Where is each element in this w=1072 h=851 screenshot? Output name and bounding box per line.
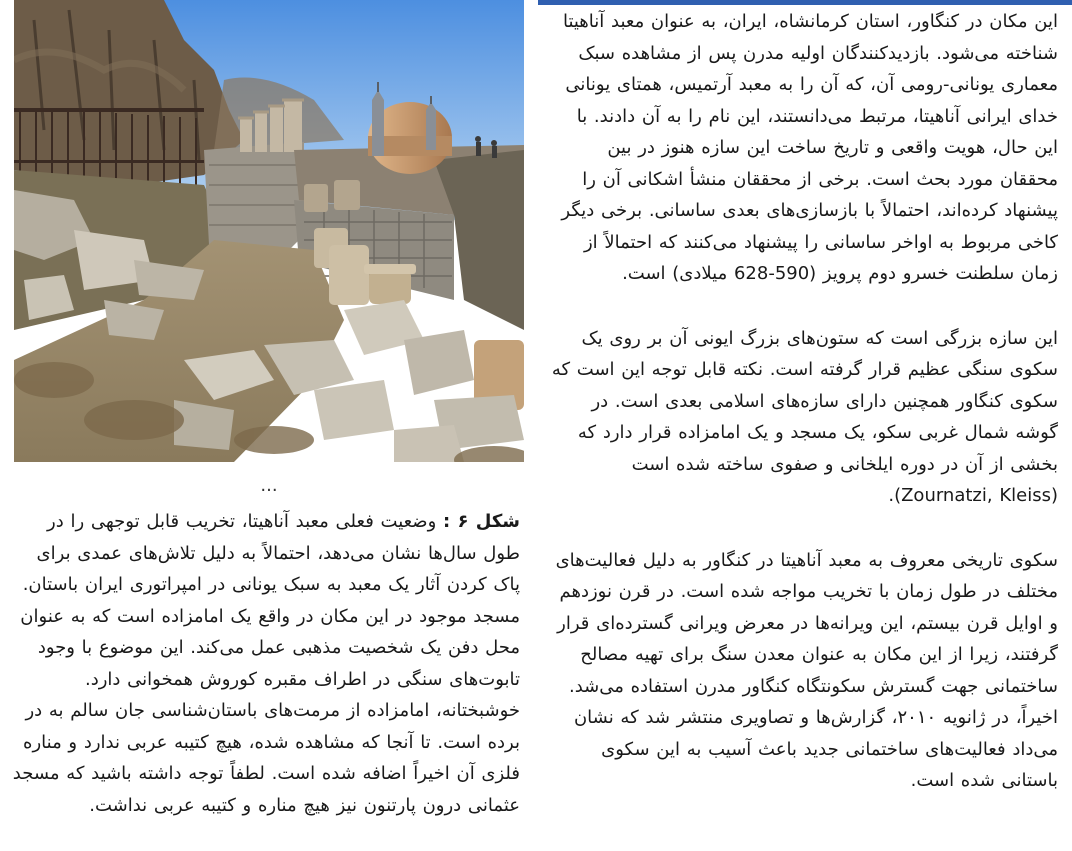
paragraph-structure: این سازه بزرگی است که ستون‌های بزرگ ایونی آن بر روی یک سکوی سنگی عظیم قرار گرفته است. نکته قابل توجه این است که سکوی کنگاور همچنین دارای سازه‌های اسلامی بعدی است. در گوشه شمال غربی سکو، یک مسجد و یک امامزاده قرار دارد که بخشی از آن در دوره ایلخانی و صفوی ساخته شده است (Zournatzi, Kleiss). <box>551 327 1058 506</box>
stone-platform-wall <box>204 142 304 250</box>
article-text-column <box>550 6 1058 797</box>
paragraph-history: این مکان در کنگاور، استان کرمانشاه، ایران، به عنوان معبد آناهیتا شناخته می‌شود. بازدیدکنندگان اولیه مدرن پس از مشاهده سبک معماری یونانی-رومی آن، که آن را به معبد آرتمیس، همتای یونانی خدای ایرانی آناهیتا، مرتبط می‌دانستند، این نام را به آن دادند. با این حال، هویت واقعی و تاریخ ساخت این سازه هنوز در بین محققان مورد بحث است. برخی از محققان منشأ اشکانی آن را پیشنهاد کرده‌اند، احتمالاً با بازسازی‌های بعدی ساسانی. برخی دیگر کاخی مربوط به اواخر ساسانی را پیشنهاد می‌کنند که احتمالاً از زمان سلطنت خسرو دوم پرویز (590-628 میلادی) است. <box>561 11 1058 284</box>
top-accent-bar <box>538 0 1072 5</box>
figure-label: شکل ۶ : <box>443 511 520 532</box>
figure-caption <box>12 506 520 821</box>
anahita-temple-photo <box>14 0 524 462</box>
paragraph-destruction: سکوی تاریخی معروف به معبد آناهیتا در کنگاور به دلیل فعالیت‌های مختلف در طول زمان با تخریب مواجه شده است. در قرن نوزدهم و اوایل قرن بیستم، این ویرانه‌ها در معرض ویرانی گسترده‌ای قرار گرفتند، زیرا از این مکان به عنوان معدن سنگ برای تهیه مصالح ساختمانی جهت گسترش سکونتگاه کنگاور مدرن استفاده می‌شد. اخیراً، در ژانویه ۲۰۱۰، گزارش‌ها و تصاویری منتشر شد که نشان می‌داد فعالیت‌های ساختمانی جدید باعث آسیب به این سکوی باستانی شده است. <box>555 549 1058 791</box>
minaret-right <box>426 102 436 150</box>
minaret-left <box>372 90 384 156</box>
figure-caption-text: وضعیت فعلی معبد آناهیتا، تخریب قابل توجهی را در طول سال‌ها نشان می‌دهد، احتمالاً به دلیل تلاش‌های عمدی برای پاک کردن آثار یک معبد به سبک یونانی در امپراتوری ایران باستان. مسجد موجود در این مکان در واقع یک امامزاده است که به عنوان محل دفن یک شخصیت مذهبی عمل می‌کند. این موضوع با وجود تابوت‌های سنگی در اطراف مقبره کوروش همخوانی دارد. خوشبختانه، امامزاده از مرمت‌های باستان‌شناسی جان سالم به در برده است. تا آنجا که مشاهده شده، هیچ کتیبه عربی ندارد و مناره فلزی آن اخیراً اضافه شده است. لطفاً توجه داشته باشید که مسجد عثمانی درون پارتنون نیز هیچ مناره و کتیبه عربی نداشت. <box>12 511 520 816</box>
caption-ellipsis: ... <box>260 475 278 496</box>
